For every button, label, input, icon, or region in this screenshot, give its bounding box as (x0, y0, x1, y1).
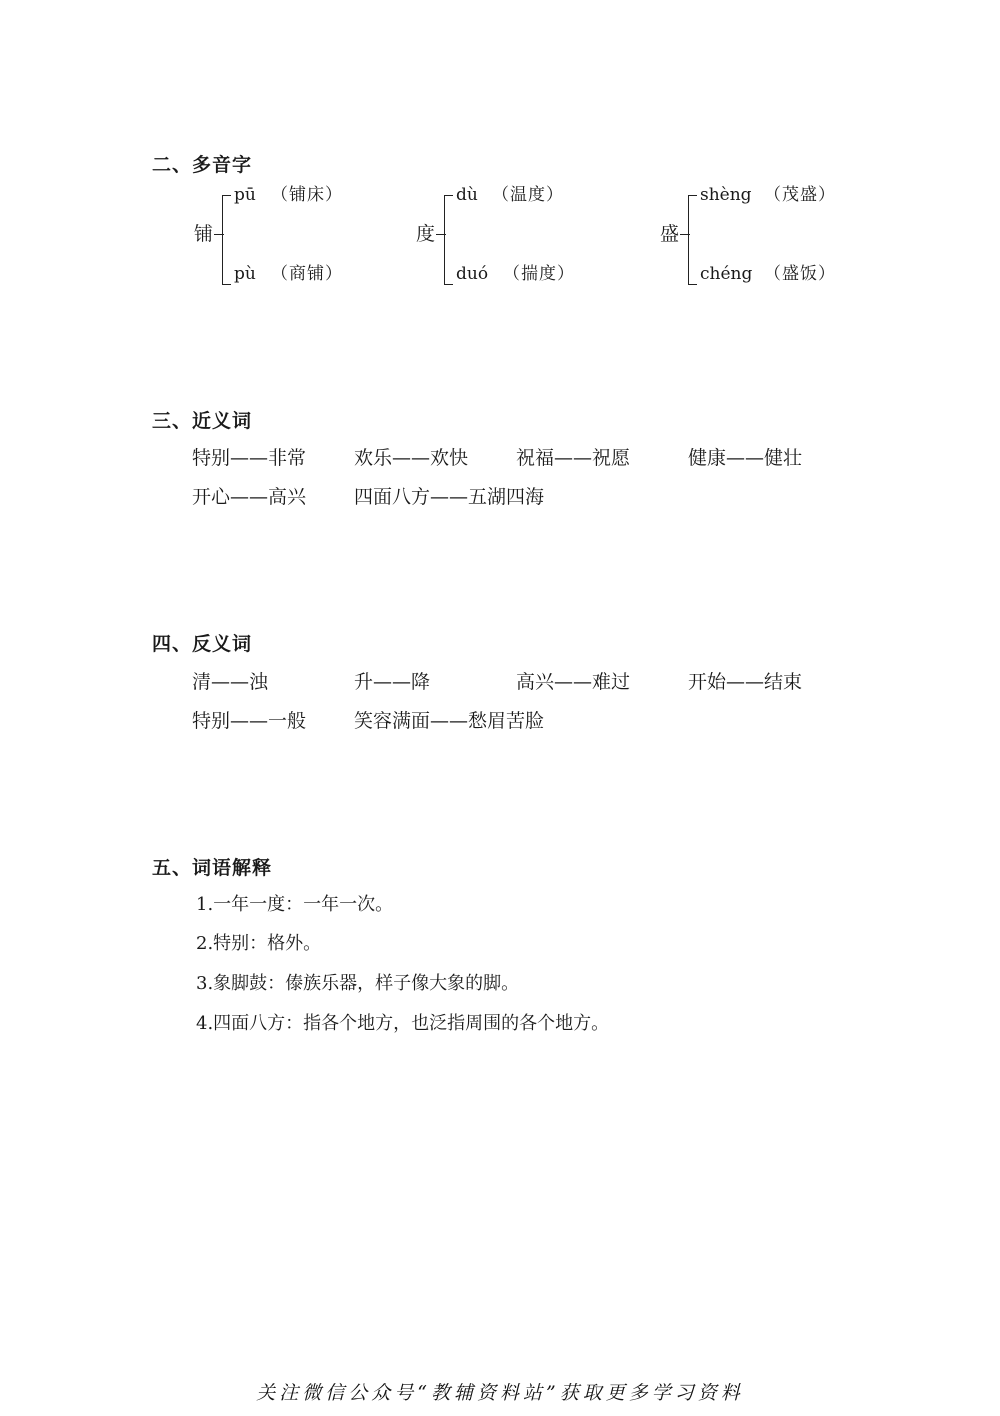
antonym-pair: 特别——一般 (192, 710, 307, 732)
pinyin: shèng (700, 185, 752, 205)
antonym-pair: 开始——结束 (688, 671, 803, 693)
section-title-polyphonic: 二、多音字 (152, 154, 253, 176)
pinyin: pù (234, 264, 256, 284)
synonym-pair: 祝福——祝愿 (516, 447, 631, 469)
polyphonic-char: 度 (416, 223, 436, 245)
example-word: （茂盛） (764, 185, 836, 205)
pinyin: dù (456, 185, 478, 205)
synonym-pair: 开心——高兴 (192, 486, 307, 508)
example-word: （铺床） (271, 185, 343, 205)
antonym-pair: 高兴——难过 (516, 671, 631, 693)
antonym-pair: 笑容满面——愁眉苦脸 (354, 710, 545, 732)
example-word: （揣度） (503, 264, 575, 284)
example-word: （温度） (492, 185, 564, 205)
section-title-explanations: 五、词语解释 (152, 857, 273, 879)
polyphonic-char: 盛 (660, 223, 680, 245)
pinyin: chéng (700, 264, 753, 284)
synonym-pair: 欢乐——欢快 (354, 447, 469, 469)
antonym-pair: 清——浊 (192, 671, 269, 693)
pinyin: duó (456, 264, 489, 284)
bracket (444, 195, 453, 285)
example-word: （商铺） (271, 264, 343, 284)
explanation-item: 2.特别：格外。 (196, 933, 322, 954)
synonym-pair: 四面八方——五湖四海 (354, 486, 545, 508)
pinyin: pū (234, 185, 256, 205)
synonym-pair: 特别——非常 (192, 447, 307, 469)
explanation-item: 1.一年一度：一年一次。 (196, 894, 394, 915)
polyphonic-char: 铺 (194, 223, 214, 245)
synonym-pair: 健康——健壮 (688, 447, 803, 469)
antonym-pair: 升——降 (354, 671, 431, 693)
bracket (222, 195, 231, 285)
footer-promo-text: 关注微信公众号“教辅资料站”获取更多学习资料 (256, 1382, 744, 1404)
bracket (688, 195, 697, 285)
section-title-antonyms: 四、反义词 (152, 633, 253, 655)
section-title-synonyms: 三、近义词 (152, 410, 253, 432)
example-word: （盛饭） (764, 264, 836, 284)
explanation-item: 4.四面八方：指各个地方，也泛指周围的各个地方。 (196, 1013, 610, 1034)
explanation-item: 3.象脚鼓：傣族乐器，样子像大象的脚。 (196, 973, 520, 994)
